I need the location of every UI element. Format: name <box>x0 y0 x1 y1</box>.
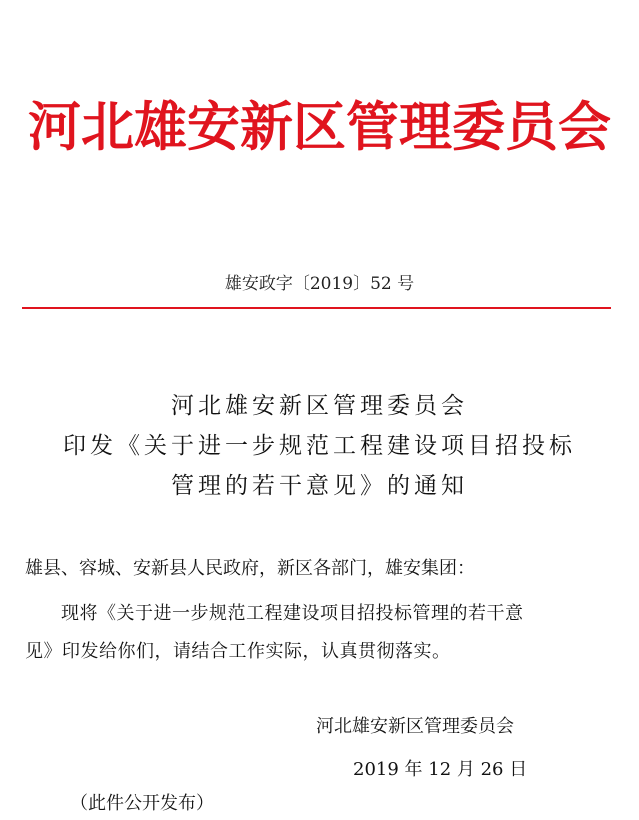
addressee-line: 雄县、容城、安新县人民政府，新区各部门，雄安集团： <box>25 558 475 579</box>
red-separator-rule <box>22 307 611 309</box>
notice-title <box>0 386 639 506</box>
issuer-header-title: 河北雄安新区管理委员会 <box>28 96 611 158</box>
document-number: 雄安政字〔2019〕52 号 <box>224 274 415 294</box>
body-paragraph-line-1: 现将《关于进一步规范工程建设项目招投标管理的若干意 <box>61 603 524 624</box>
issue-date: 2019 年 12 月 26 日 <box>353 759 528 780</box>
notice-title-line-3: 管理的若干意见》的通知 <box>171 473 468 499</box>
notice-title-line-2: 印发《关于进一步规范工程建设项目招投标 <box>63 433 576 459</box>
body-paragraph <box>25 595 615 671</box>
signature-issuer: 河北雄安新区管理委员会 <box>316 716 514 737</box>
body-paragraph-line-2: 见》印发给你们，请结合工作实际，认真贯彻落实。 <box>25 641 451 662</box>
release-note: （此件公开发布） <box>70 793 214 814</box>
notice-title-line-1: 河北雄安新区管理委员会 <box>171 393 468 419</box>
